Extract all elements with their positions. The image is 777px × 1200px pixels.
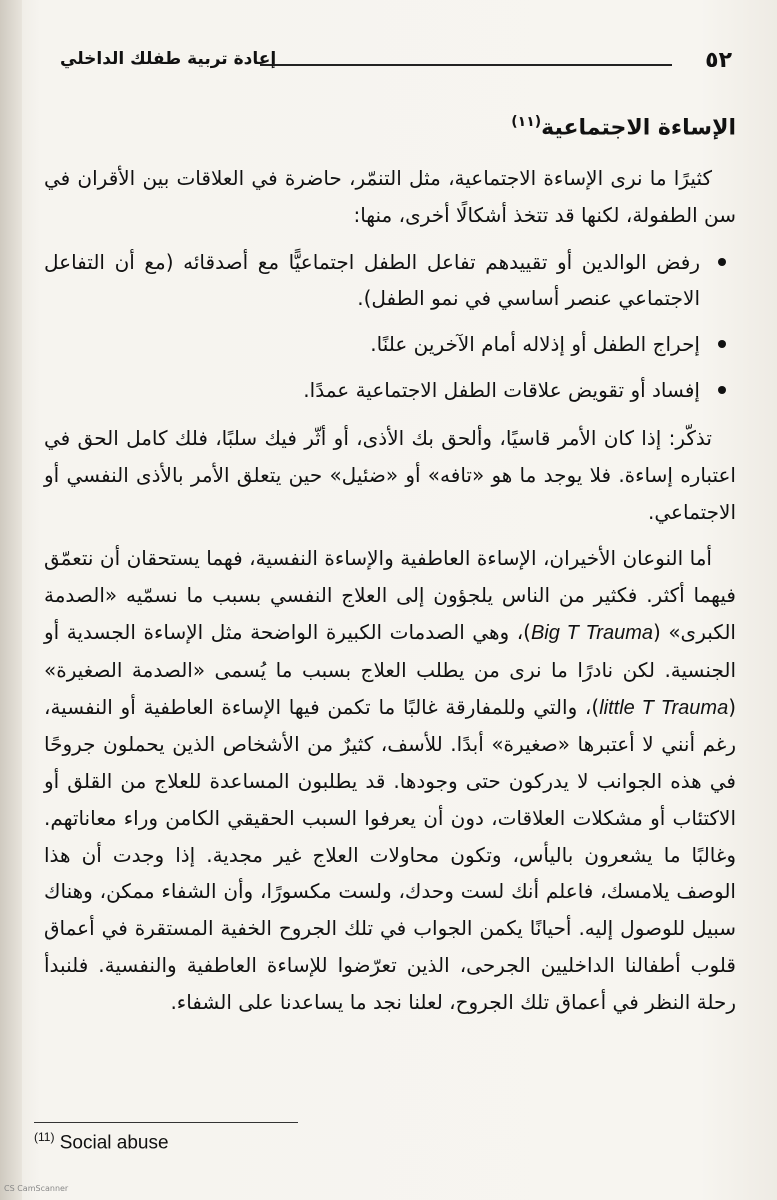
footnote-number-open: (: [34, 1130, 38, 1144]
page-number: ٥٢: [705, 48, 732, 73]
page-header: [60, 48, 732, 78]
main-paragraph-part2: )، وهي الصدمات الكبيرة الواضحة مثل الإساءة الجسدية أو الجنسية. لكن نادرًا ما نرى من يطلب العلاج بسبب ما يُسمى «الصدمة الصغيرة» (: [44, 619, 736, 719]
footnote: [34, 1130, 169, 1154]
list-item: إفساد أو تقويض علاقات الطفل الاجتماعية عمدًا.: [44, 372, 700, 408]
abuse-forms-list: [44, 244, 736, 408]
footnote-rule: [34, 1122, 298, 1123]
header-rule: [260, 64, 672, 66]
list-item: رفض الوالدين أو تقييدهم تفاعل الطفل اجتماعيًّا مع أصدقائه (مع أن التفاعل الاجتماعي عنصر أساسي في نمو الطفل).: [44, 244, 700, 316]
main-paragraph: [44, 540, 736, 1020]
reminder-paragraph: تذكّر: إذا كان الأمر قاسيًا، وألحق بك الأذى، أو أثّر فيك سلبًا، فلك كامل الحق في اعتباره إساءة. فلا يوجد ما هو «تافه» أو «ضئيل» حين يتعلق الأمر بالأذى النفسي أو الاجتماعي.: [44, 425, 736, 524]
term-little-t-trauma: little T Trauma: [599, 696, 729, 719]
footnote-text: Social abuse: [59, 1132, 169, 1154]
section-title-text: الإساءة الاجتماعية: [541, 115, 736, 141]
footnote-number: 11: [38, 1130, 51, 1144]
footnote-number-close: ): [50, 1130, 55, 1144]
page-content: [44, 104, 736, 1021]
running-title: إعادة تربية طفلك الداخلي: [60, 49, 277, 69]
list-item: إحراج الطفل أو إذلاله أمام الآخرين علنًا.: [44, 326, 700, 362]
main-paragraph-part1: أما النوعان الأخيران، الإساءة العاطفية والإساءة النفسية، فهما يستحقان أن نتعمّق فيهما أكثر. فكثير من الناس يلجؤون إلى العلاج النفسي بسبب ما نسمّيه «الصدمة الكبرى» (: [44, 546, 736, 644]
term-big-t-trauma: Big T Trauma: [530, 621, 653, 644]
main-paragraph-part3: )، والتي وللمفارقة غالبًا ما تكمن فيها الإساءة العاطفية أو النفسية، رغم أنني لا أعتبرها «صغيرة» أبدًا. للأسف، كثيرٌ من الأشخاص الذين يحملون جروحًا في هذه الجوانب لا يدركون حتى وجودها. قد يطلبون المساعدة للعلاج من القلق أو الاكتئاب أو مشكلات العلاقات، دون أن يعرفوا السبب الحقيقي الكامن وراء معاناتهم. وغالبًا ما يشعرون باليأس، وتكون محاولات العلاج غير مجدية. إذا وجدت أن هذا الوصف يلامسك، فاعلم أنك لست وحدك، ولست مكسورًا، وأن الشفاء ممكن، وهناك سبيل للوصول إليه. أحيانًا يكمن الجواب في تلك الجروح الخفية المستقرة في أعماق قلوب أطفالنا الداخليين الجرحى، الذين تعرّضوا للإساءة العاطفية والنفسية. فلنبدأ رحلة النظر في أعماق تلك الجروح، لعلنا نجد ما يساعدنا على الشفاء.: [44, 694, 736, 1014]
intro-paragraph: كثيرًا ما نرى الإساءة الاجتماعية، مثل التنمّر، حاضرة في العلاقات بين الأقران في سن الطفولة، لكنها قد تتخذ أشكالًا أخرى، منها:: [44, 166, 736, 228]
section-title: [44, 104, 736, 146]
section-footnote-ref: (١١): [511, 114, 542, 130]
scanner-watermark: CS CamScanner: [4, 1184, 69, 1193]
page-binding-shadow: [0, 0, 22, 1200]
